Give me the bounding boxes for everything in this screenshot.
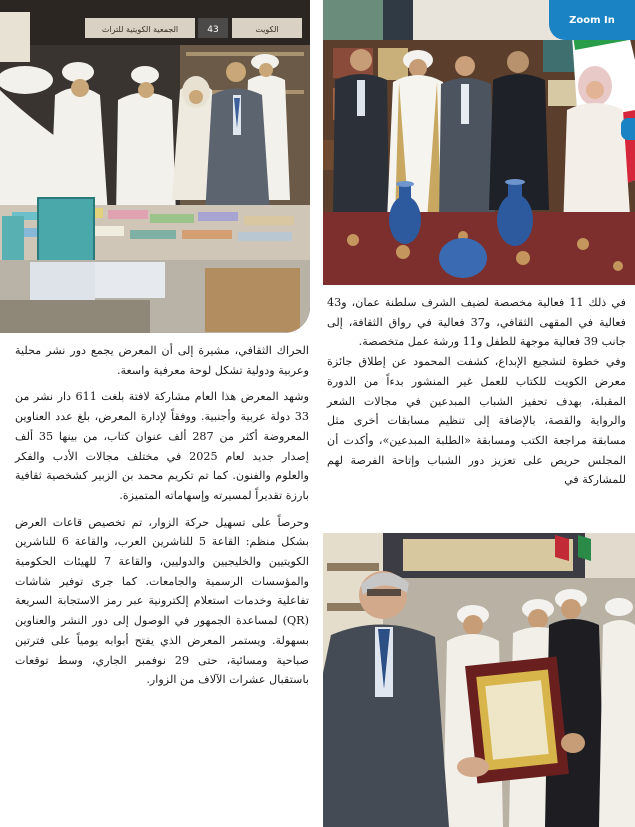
article-paragraph: في ذلك 11 فعالية مخصصة لضيف الشرف سلطنة عمان، و43 فعالية في المقهى الثقافي، و37 فعالية في رواق الثقافة، إلى جانب 39 فعالية موجهة للطفل و11 ورشة عمل متخصصة. — [327, 296, 627, 349]
book-fair-visit-illustration — [0, 0, 310, 333]
article-paragraph: وحرصاً على تسهيل حركة الزوار، تم تخصيص قاعات العرض بشكل منظم: القاعة 5 للناشرين العرب، والقاعة 6 للناشرين الكويتيين والخليجيين والدوليين، والقاعة 7 للهيئات الحكومية والمؤسسات الرسمية والجامعات. كما جرى توفير شاشات تفاعلية وخدمات استعلام إلكترونية عبر رمز الاستجابة السريعة (QR) لمساعدة الجمهور في الوصول إلى دور النشر والعناوين بسهولة. ويستمر المعرض الذي يفتح أبوابه يومياً على فترتين صباحية ومسائية، حتى 29 نوفمبر الجاري، وسط توقعات باستقبال عشرات الآلاف من الزوار. — [15, 515, 310, 687]
article-left-column — [15, 341, 309, 690]
award-presentation-illustration — [323, 533, 635, 827]
officials-group-photo — [323, 0, 635, 285]
zoom-in-badge: Zoom In — [549, 0, 635, 40]
stand-sign-right: الكويت — [255, 25, 279, 34]
officials-group-illustration — [323, 0, 635, 285]
page-edge-tab — [621, 118, 635, 140]
book-fair-visit-photo — [0, 0, 310, 333]
article-paragraph: الحراك الثقافي، مشيرة إلى أن المعرض يجمع دور نشر محلية وعربية ودولية تشكل لوحة معرفية واسعة. — [15, 344, 309, 377]
stand-number: 43 — [207, 25, 219, 35]
article-right-column — [327, 293, 626, 490]
article-paragraph: وشهد المعرض هذا العام مشاركة لافتة بلغت 611 دار نشر من 33 دولة عربية وأجنبية. ووفقاً لإدارة المعرض، بلغ عدد العناوين المعروضة أكثر من 287 ألف عنوان كتاب، من بينها 35 ألف إصدار جديد لعام 2025 في مختلف مجالات الأدب والفكر والعلوم والفنون. كما تم تكريم محمد بن الزبير كشخصية ثقافية بارزة تقديراً لمسيرته وإسهاماته المتميزة. — [15, 390, 310, 502]
stand-sign-text: الجمعية الكويتية للتراث — [101, 25, 179, 34]
article-paragraph: وفي خطوة لتشجيع الإبداع، كشفت المحمود عن إطلاق جائزة معرض الكويت للكتاب للعمل غير المنشور بدءاً من الدورة المقبلة، بهدف تحفيز الشباب المبدعين في مجالات الشعر والرواية والقصة، بالإضافة إلى تنظيم مسابقات أخرى مثل مسابقة مراجعة الكتب ومسابقة «الطلبة المبدعين»، وأكدت أن المجلس حريص على تعزيز دور الشباب وإتاحة الفرصة لهم للمشاركة في — [327, 355, 626, 487]
award-presentation-photo — [323, 533, 635, 827]
